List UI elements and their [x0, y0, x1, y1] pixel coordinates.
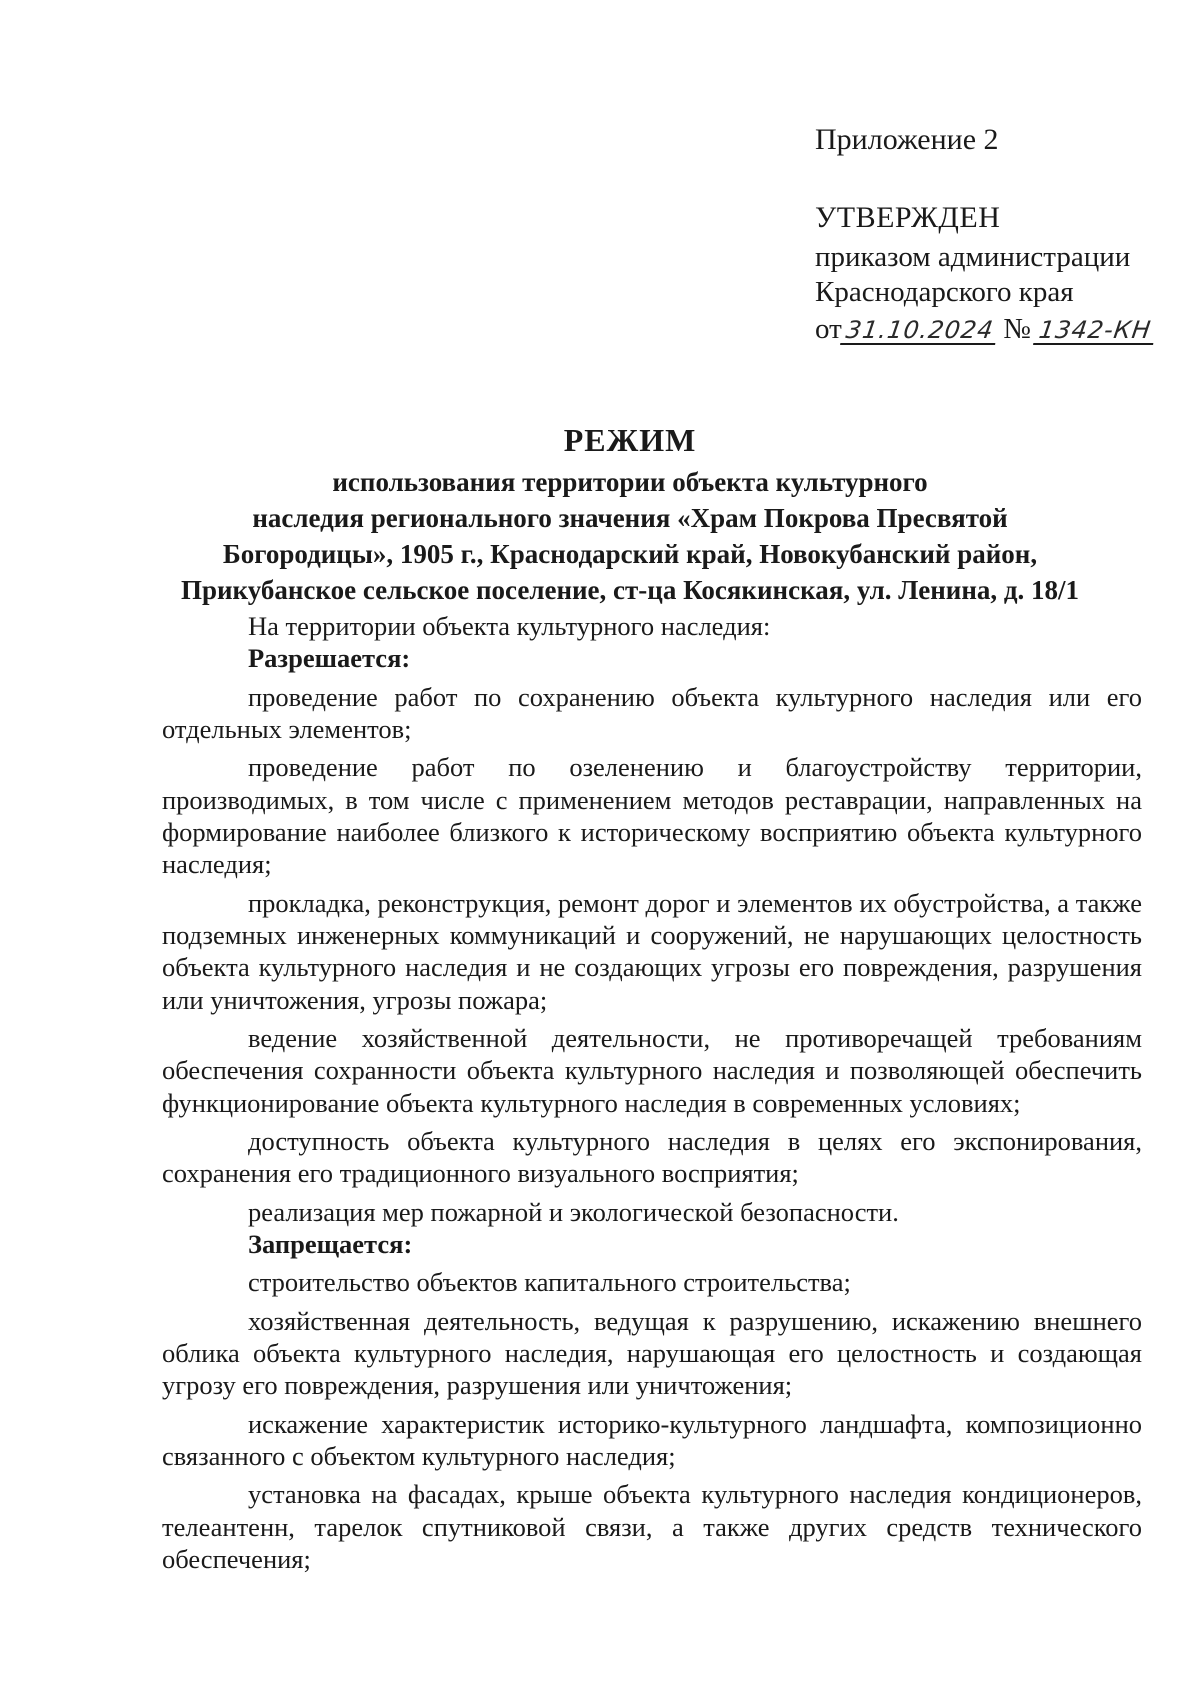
allowed-item: прокладка, реконструкция, ремонт дорог и элементов их обустройства, а также подземных инженерных коммуникаций и сооружений, не нарушающих целостность объекта культурного наследия и не создающих угрозы его повреждения, разрушения или уничтожения, угрозы пожара;	[162, 887, 1142, 1015]
approved-title: УТВЕРЖДЕН	[815, 201, 1001, 234]
approval-block	[815, 122, 1185, 346]
allowed-item: ведение хозяйственной деятельности, не противоречащей требованиям обеспечения сохранности объекта культурного наследия и позволяющей обеспечить функционирование объекта культурного наследия в современных условиях;	[162, 1022, 1142, 1118]
body-intro: На территории объекта культурного наследия:	[248, 611, 771, 641]
title-line-3: Богородицы», 1905 г., Краснодарский край, Новокубанский район,	[222, 538, 1038, 569]
order-reference	[815, 312, 1185, 347]
document-body	[162, 610, 1142, 1575]
order-from-prefix: от	[815, 312, 842, 345]
approval-line-1: приказом администрации	[815, 241, 1131, 273]
prohibited-heading: Запрещается:	[248, 1228, 413, 1259]
allowed-item: проведение работ по сохранению объекта культурного наследия или его отдельных элементов;	[162, 681, 1142, 744]
allowed-item: реализация мер пожарной и экологической безопасности.	[248, 1196, 899, 1227]
appendix-label: Приложение 2	[815, 123, 999, 156]
prohibited-item: строительство объектов капитального строительства;	[248, 1267, 851, 1298]
prohibited-item: хозяйственная деятельность, ведущая к разрушению, искажению внешнего облика объекта культурного наследия, нарушающая его целостность и создающая угрозу его повреждения, разрушения или уничтожения;	[162, 1305, 1142, 1401]
approval-line-2: Краснодарского края	[815, 275, 1074, 308]
allowed-heading: Разрешается:	[248, 643, 411, 674]
title-line-2: наследия регионального значения «Храм Покрова Пресвятой	[252, 502, 1008, 533]
prohibited-item: искажение характеристик историко-культурного ландшафта, композиционно связанного с объектом культурного наследия;	[162, 1408, 1142, 1471]
document-title	[120, 422, 1140, 609]
prohibited-item: установка на фасадах, крыше объекта культурного наследия кондиционеров, телеантенн, тарелок спутниковой связи, а также других средств технического обеспечения;	[162, 1479, 1142, 1574]
allowed-item: проведение работ по озеленению и благоустройству территории, производимых, в том числе с применением методов реставрации, направленных на формирование наиболее близкого к историческому восприятию объекта культурного наследия;	[162, 752, 1142, 880]
order-number-handwritten: 1342-КН	[1033, 317, 1157, 345]
title-line-1: использования территории объекта культурного	[332, 467, 928, 497]
order-date-handwritten: 31.10.2024	[840, 317, 999, 345]
title-line-4: Прикубанское сельское поселение, ст-ца Косякинская, ул. Ленина, д. 18/1	[180, 574, 1080, 605]
order-number-sign: №	[1003, 312, 1031, 345]
title-main: РЕЖИМ	[563, 422, 697, 458]
allowed-item: доступность объекта культурного наследия в целях его экспонирования, сохранения его традиционного визуального восприятия;	[162, 1125, 1142, 1189]
